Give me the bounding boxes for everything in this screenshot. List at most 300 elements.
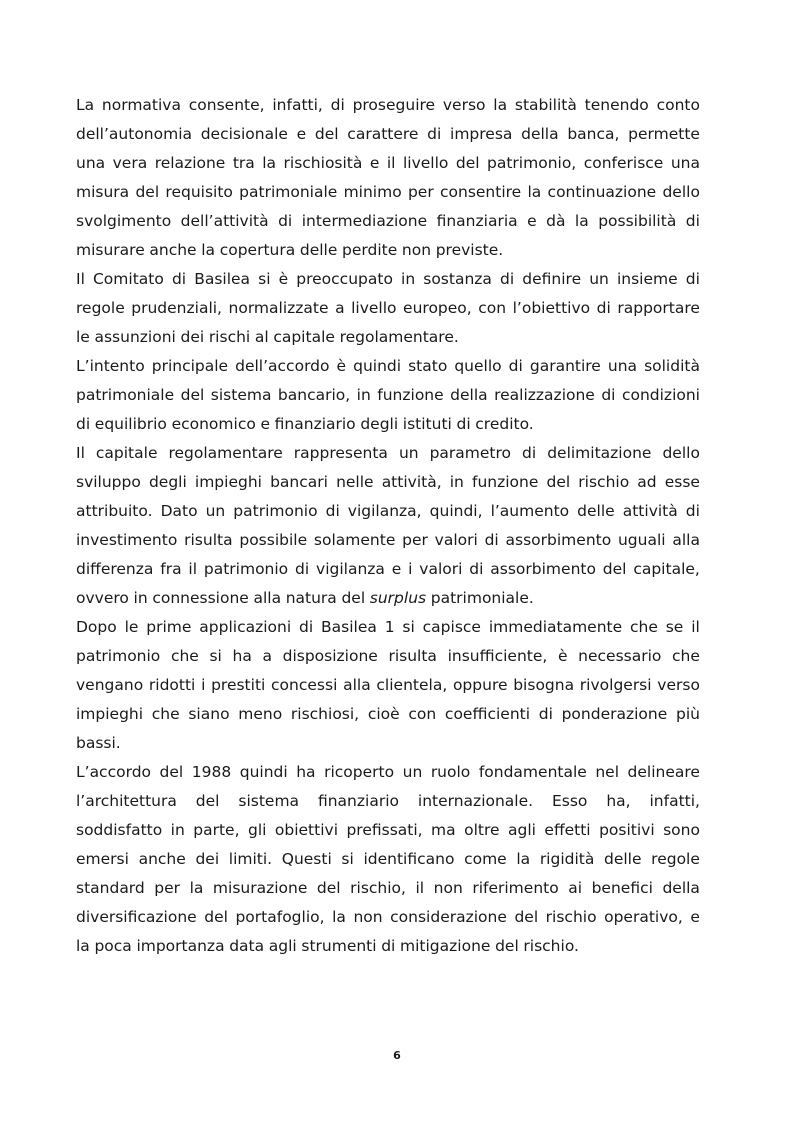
word: quindi (239, 763, 288, 781)
word: si (341, 850, 354, 868)
word: 1988 (191, 763, 232, 781)
word: di (76, 415, 91, 433)
word: vengano (76, 676, 144, 694)
word: ai (568, 879, 583, 897)
word: del (455, 154, 480, 172)
word: meno (238, 705, 283, 723)
word: strumenti (301, 937, 377, 955)
word: connessione (152, 589, 249, 607)
word: le (76, 328, 90, 346)
text-line (76, 352, 700, 381)
word: dello (662, 183, 700, 201)
text-line (76, 149, 700, 178)
word: in (170, 821, 185, 839)
word: l’architettura (76, 792, 177, 810)
word: sviluppo (76, 473, 141, 491)
word: con (408, 705, 437, 723)
text-line (76, 236, 700, 265)
word: sistema (238, 792, 300, 810)
word: è (278, 270, 289, 288)
word: del (180, 386, 205, 404)
word: nelle (336, 473, 374, 491)
word: rischio (578, 473, 630, 491)
word: se (665, 618, 684, 636)
text-line (76, 410, 700, 439)
word: necessario (578, 647, 662, 665)
word: del (514, 908, 539, 926)
word: risulta (388, 647, 437, 665)
word: livello (402, 154, 449, 172)
word: per (407, 183, 434, 201)
word: risulta (184, 531, 233, 549)
word: di (685, 502, 700, 520)
word: verso (657, 676, 700, 694)
word: le (124, 618, 139, 636)
word: di (295, 560, 310, 578)
word: regole (651, 850, 700, 868)
word: ruolo (430, 763, 471, 781)
page-number: 6 (393, 1049, 401, 1062)
word: effetti (544, 821, 591, 839)
word: del (135, 183, 160, 201)
word: non (433, 879, 463, 897)
word: delle (299, 241, 338, 259)
word: quello (454, 357, 502, 375)
word: degli (148, 473, 187, 491)
word: finanziaria (436, 212, 518, 230)
word: è (336, 357, 347, 375)
word: del (195, 792, 220, 810)
word: la (332, 908, 346, 926)
word: identificano (363, 850, 455, 868)
word: applicazioni (199, 618, 292, 636)
word: rischiosi, (290, 705, 360, 723)
word: permette (628, 125, 700, 143)
word: agli (508, 821, 536, 839)
word: patrimonio (233, 502, 318, 520)
word: anche (138, 850, 186, 868)
word: rischio (545, 908, 597, 926)
word: capitale (95, 444, 158, 462)
word: finanziario (274, 415, 356, 433)
word: regolamentare (168, 444, 283, 462)
word: di (538, 705, 553, 723)
word: in (401, 270, 416, 288)
word: L’accordo (76, 763, 152, 781)
word: il (691, 618, 700, 636)
text-line (76, 584, 700, 613)
word: un (402, 763, 423, 781)
word: europeo, (403, 299, 472, 317)
word: operativo, (604, 908, 683, 926)
word: condizioni (621, 386, 700, 404)
word: capitale, (633, 560, 700, 578)
word: possibile (239, 531, 308, 549)
word: delle (577, 502, 615, 520)
text-line (76, 265, 700, 294)
text-line (76, 294, 700, 323)
word: di (685, 270, 700, 288)
word: attribuito. (76, 502, 153, 520)
word: assorbimento (505, 531, 612, 549)
word: realizzazione (494, 386, 595, 404)
word: alla (672, 531, 700, 549)
word: che (170, 647, 199, 665)
word: misurare (76, 241, 145, 259)
word: differenza (76, 560, 154, 578)
word: la (527, 183, 542, 201)
word: di (685, 212, 700, 230)
word: la (574, 212, 589, 230)
word: impieghi (76, 705, 144, 723)
word: stabilità (514, 96, 577, 114)
word: parte, (193, 821, 240, 839)
word: relazione (154, 154, 226, 172)
word: preoccupato (296, 270, 393, 288)
word: che (630, 618, 658, 636)
word: rischiosità (283, 154, 363, 172)
text-line (76, 874, 700, 903)
word: garantire (529, 357, 601, 375)
word: ad (637, 473, 657, 491)
word: il (415, 879, 425, 897)
word: poca (94, 937, 132, 955)
text-line (76, 787, 700, 816)
text-line (76, 91, 700, 120)
word: quindi (353, 357, 402, 375)
word: del (602, 560, 627, 578)
word: bisogna (513, 676, 575, 694)
word: e (391, 560, 402, 578)
word: a (262, 647, 272, 665)
word: una (670, 154, 700, 172)
word: surplus (369, 589, 427, 607)
word: prestiti (211, 676, 266, 694)
word: portafoglio, (235, 908, 325, 926)
word: degli (360, 415, 399, 433)
word: positivi (599, 821, 655, 839)
text-line (76, 381, 700, 410)
word: obiettivi (274, 821, 338, 839)
word: un (205, 502, 226, 520)
word: clientela, (376, 676, 448, 694)
word: dei (195, 850, 220, 868)
word: esse (664, 473, 700, 491)
text-line (76, 439, 700, 468)
word: proseguire (352, 96, 436, 114)
word: rigidità (539, 850, 595, 868)
word: di (299, 618, 314, 636)
word: e (260, 415, 271, 433)
word: del (316, 879, 341, 897)
word: previste. (435, 241, 504, 259)
word: solidità (644, 357, 700, 375)
word: di (469, 560, 484, 578)
word: di (325, 502, 340, 520)
word: normativa (101, 96, 181, 114)
word: carattere (347, 125, 419, 143)
word: insufficiente, (447, 647, 548, 665)
word: valori (434, 531, 478, 549)
word: consentire (439, 183, 522, 201)
word: della (662, 879, 700, 897)
word: ponderazione (561, 705, 668, 723)
word: sistema (210, 386, 272, 404)
word: cioè (367, 705, 400, 723)
word: infatti, (272, 96, 323, 114)
word: Il (76, 444, 85, 462)
word: minimo (343, 183, 402, 201)
word: patrimoniale (76, 386, 175, 404)
word: di (171, 270, 187, 288)
word: in (133, 589, 148, 607)
word: patrimonio (203, 560, 289, 578)
word: un (589, 270, 609, 288)
word: impresa (450, 125, 513, 143)
word: La (76, 96, 95, 114)
text-line (76, 642, 700, 671)
text-line (76, 497, 700, 526)
word: assunzioni (94, 328, 176, 346)
word: a (335, 299, 345, 317)
word: uguali (617, 531, 666, 549)
word: Comitato (92, 270, 164, 288)
word: attività, (381, 473, 442, 491)
word: del (204, 908, 228, 926)
word: normalizzate (228, 299, 329, 317)
word: oppure (452, 676, 508, 694)
word: i (201, 676, 206, 694)
word: come (464, 850, 507, 868)
word: funzione (472, 473, 539, 491)
word: di (330, 96, 345, 114)
word: ovvero (76, 589, 129, 607)
word: Questi (281, 850, 332, 868)
word: principale (151, 357, 229, 375)
word: Dato (160, 502, 198, 520)
word: misurazione (212, 879, 308, 897)
word: dell’attività (180, 212, 269, 230)
word: un (398, 444, 419, 462)
word: al (254, 328, 269, 346)
word: la (262, 154, 277, 172)
word: dell’autonomia (76, 125, 193, 143)
word: Basilea (321, 618, 377, 636)
word: del (159, 763, 184, 781)
word: rischi (208, 328, 251, 346)
word: patrimonio, (487, 154, 577, 172)
word: valori (419, 560, 463, 578)
text-line (76, 468, 700, 497)
word: perdite (342, 241, 398, 259)
word: consente, (188, 96, 265, 114)
word: agli (268, 937, 297, 955)
text-line (76, 758, 700, 787)
text-line (76, 932, 700, 961)
word: requisito (165, 183, 233, 201)
text-line (76, 816, 700, 845)
word: attività (622, 502, 678, 520)
word: solamente (313, 531, 396, 549)
word: impieghi (194, 473, 262, 491)
word: una (607, 357, 638, 375)
word: diversificazione (76, 908, 197, 926)
word: insieme (616, 270, 678, 288)
word: una (76, 154, 106, 172)
word: patrimoniale (239, 183, 338, 201)
word: vigilanza, (347, 502, 422, 520)
word: ricoperto (324, 763, 395, 781)
word: oltre (464, 821, 500, 839)
text-line (76, 555, 700, 584)
word: ridotti (148, 676, 196, 694)
word: emersi (76, 850, 129, 868)
word: patrimoniale. (430, 589, 534, 607)
word: investimento (76, 531, 178, 549)
word: la (493, 96, 508, 114)
word: funzione (377, 386, 444, 404)
word: di (508, 357, 523, 375)
word: tra (232, 154, 255, 172)
word: infatti, (649, 792, 700, 810)
word: possibilità (598, 212, 677, 230)
text-line (76, 178, 700, 207)
word: per (154, 879, 181, 897)
word: misura (76, 183, 130, 201)
word: patrimonio (76, 647, 161, 665)
word: 1 (384, 618, 395, 636)
word: il (386, 154, 396, 172)
word: si (258, 270, 271, 288)
word: L’intento (76, 357, 145, 375)
text-line (76, 207, 700, 236)
word: siano (188, 705, 230, 723)
word: prime (146, 618, 192, 636)
word: che (151, 705, 180, 723)
word: intermediazione (301, 212, 428, 230)
word: alla (253, 589, 282, 607)
word: regole (76, 299, 125, 317)
word: è (557, 647, 568, 665)
word: continuazione (547, 183, 657, 201)
word: mitigazione (400, 937, 491, 955)
word: fra (160, 560, 182, 578)
word: del (546, 473, 571, 491)
word: dà (546, 212, 566, 230)
word: ha, (606, 792, 631, 810)
word: disposizione (282, 647, 378, 665)
word: ha (232, 647, 252, 665)
word: limiti. (228, 850, 273, 868)
word: vera (112, 154, 148, 172)
word: la (201, 241, 216, 259)
word: nel (595, 763, 620, 781)
word: Il (76, 270, 85, 288)
word: regolamentare. (339, 328, 459, 346)
word: finanziario (317, 792, 399, 810)
word: la (516, 850, 531, 868)
word: di (278, 212, 293, 230)
word: rapportare (617, 299, 700, 317)
word: si (402, 618, 415, 636)
word: internazionale. (417, 792, 534, 810)
word: sostanza (423, 270, 492, 288)
word: gli (247, 821, 267, 839)
word: per (402, 531, 428, 549)
word: economico (171, 415, 256, 433)
word: definire (522, 270, 582, 288)
word: data (229, 937, 265, 955)
word: rischio. (523, 937, 579, 955)
word: delle (604, 850, 642, 868)
text-line (76, 845, 700, 874)
word: conferisce (583, 154, 664, 172)
word: di (456, 415, 471, 433)
word: della (521, 125, 559, 143)
word: capitale (273, 328, 335, 346)
text-line (76, 671, 700, 700)
word: di (381, 937, 396, 955)
word: di (596, 299, 611, 317)
word: prudenziali, (131, 299, 222, 317)
word: livello (351, 299, 397, 317)
word: immediatamente (488, 618, 623, 636)
word: dei (180, 328, 205, 346)
word: ma (431, 821, 456, 839)
word: che (672, 647, 700, 665)
word: di (500, 270, 515, 288)
word: considerazione (390, 908, 507, 926)
word: del (495, 937, 519, 955)
word: del (341, 589, 366, 607)
word: alla (343, 676, 371, 694)
word: si (209, 647, 222, 665)
text-line (76, 120, 700, 149)
word: equilibrio (94, 415, 167, 433)
word: rischio, (350, 879, 406, 897)
word: fondamentale (478, 763, 587, 781)
word: credito. (475, 415, 534, 433)
text-line (76, 700, 700, 729)
word: i (408, 560, 413, 578)
word: e (690, 908, 700, 926)
word: decisionale (200, 125, 288, 143)
word: parametro (429, 444, 512, 462)
text-line (76, 323, 700, 352)
word: banca, (567, 125, 620, 143)
word: verso (442, 96, 486, 114)
word: soddisfatto (76, 821, 163, 839)
word: il (188, 560, 198, 578)
word: e (527, 212, 537, 230)
word: assorbimento (490, 560, 596, 578)
word: l’aumento (490, 502, 570, 520)
word: l’obiettivo (512, 299, 591, 317)
word: benefici (591, 879, 653, 897)
word: anche (149, 241, 197, 259)
word: prefissati, (346, 821, 423, 839)
word: del (314, 125, 339, 143)
word: copertura (219, 241, 296, 259)
word: in (356, 386, 371, 404)
word: non (353, 908, 383, 926)
word: di (484, 531, 499, 549)
word: rivolgersi (579, 676, 652, 694)
text-line (76, 729, 700, 758)
word: concessi (271, 676, 338, 694)
word: riferimento (472, 879, 559, 897)
word: con (478, 299, 507, 317)
